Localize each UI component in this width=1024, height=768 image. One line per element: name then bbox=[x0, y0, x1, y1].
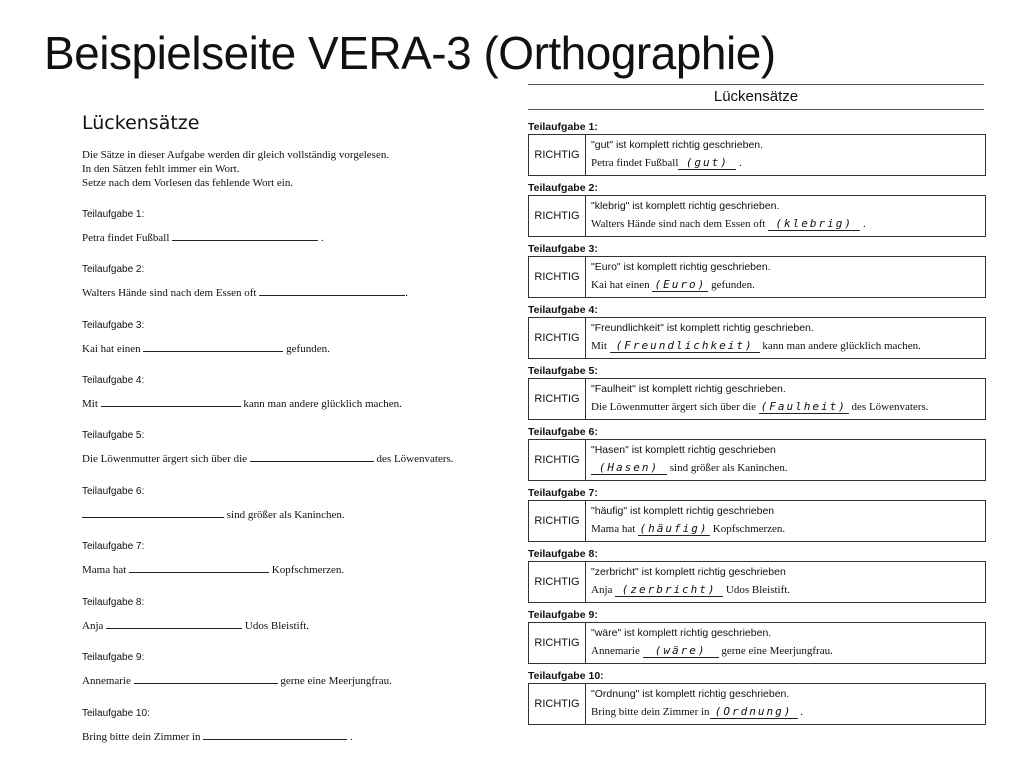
richtig-label: RICHTIG bbox=[529, 196, 586, 236]
key-task-2 bbox=[528, 182, 988, 237]
key-task-label: Teilaufgabe 2: bbox=[528, 182, 598, 194]
key-task-box bbox=[528, 439, 986, 481]
key-sentence bbox=[591, 645, 833, 658]
key-task-box bbox=[528, 195, 986, 237]
filled-answer: (häufig) bbox=[639, 522, 709, 535]
sentence-start: Kai hat einen bbox=[82, 343, 141, 355]
task-label: Teilaufgabe 10: bbox=[82, 708, 150, 719]
key-task-3 bbox=[528, 243, 988, 298]
sentence-start: Walters Hände sind nach dem Essen oft bbox=[82, 287, 257, 299]
key-task-5 bbox=[528, 365, 988, 420]
richtig-label: RICHTIG bbox=[529, 623, 586, 663]
criterion-text: "klebrig" ist komplett richtig geschrieben. bbox=[591, 200, 780, 212]
key-task-10 bbox=[528, 670, 988, 725]
key-task-label: Teilaufgabe 1: bbox=[528, 121, 598, 133]
answer-blank[interactable] bbox=[101, 396, 241, 407]
filled-answer: (Faulheit) bbox=[760, 400, 847, 413]
sentence-end: Kopfschmerzen. bbox=[710, 523, 786, 535]
filled-answer: (klebrig) bbox=[768, 218, 860, 231]
key-sentence bbox=[591, 523, 785, 536]
filled-answer: (wäre) bbox=[643, 645, 719, 658]
sentence-end: . bbox=[405, 287, 408, 299]
task-label: Teilaufgabe 4: bbox=[82, 375, 145, 386]
key-task-label: Teilaufgabe 5: bbox=[528, 365, 598, 377]
key-task-6 bbox=[528, 426, 988, 481]
filled-answer: (Ordnung) bbox=[710, 706, 798, 719]
key-sentence bbox=[591, 706, 803, 719]
answer-blank[interactable] bbox=[129, 562, 269, 573]
criterion-text: "Euro" ist komplett richtig geschrieben. bbox=[591, 261, 771, 273]
task-label: Teilaufgabe 9: bbox=[82, 652, 145, 663]
worksheet-task-6 bbox=[82, 486, 502, 521]
sentence-end: gerne eine Meerjungfrau. bbox=[718, 645, 833, 657]
key-task-8 bbox=[528, 548, 988, 603]
worksheet-task-9 bbox=[82, 652, 502, 687]
task-label: Teilaufgabe 3: bbox=[82, 320, 145, 331]
key-task-box bbox=[528, 683, 986, 725]
answer-blank[interactable] bbox=[82, 507, 224, 518]
sentence-start: Mit bbox=[591, 340, 610, 352]
sentence-end: gerne eine Meerjungfrau. bbox=[277, 675, 392, 687]
richtig-label: RICHTIG bbox=[529, 318, 586, 358]
worksheet-instructions bbox=[82, 148, 482, 190]
criterion-text: "Freundlichkeit" ist komplett richtig geschrieben. bbox=[591, 322, 814, 334]
key-task-label: Teilaufgabe 7: bbox=[528, 487, 598, 499]
sentence-end: . bbox=[318, 232, 324, 244]
instruction-line: Setze nach dem Vorlesen das fehlende Wort ein. bbox=[82, 177, 294, 189]
answer-blank[interactable] bbox=[250, 451, 374, 462]
sentence-start: Walters Hände sind nach dem Essen oft bbox=[591, 218, 769, 230]
sentence-end: Udos Bleistift. bbox=[723, 584, 791, 596]
sentence-start: Petra findet Fußball bbox=[591, 157, 679, 169]
richtig-label: RICHTIG bbox=[529, 562, 586, 602]
task-sentence bbox=[82, 230, 502, 244]
sentence-start: Bring bitte dein Zimmer in bbox=[82, 731, 201, 743]
richtig-label: RICHTIG bbox=[529, 135, 586, 175]
instruction-line: In den Sätzen fehlt immer ein Wort. bbox=[82, 163, 240, 175]
key-task-label: Teilaufgabe 3: bbox=[528, 243, 598, 255]
richtig-label: RICHTIG bbox=[529, 257, 586, 297]
sentence-start: Die Löwenmutter ärgert sich über die bbox=[591, 401, 759, 413]
sentence-start: Mama hat bbox=[591, 523, 639, 535]
key-task-box bbox=[528, 256, 986, 298]
task-label: Teilaufgabe 5: bbox=[82, 430, 145, 441]
sentence-start: Die Löwenmutter ärgert sich über die bbox=[82, 453, 248, 465]
key-sentence bbox=[591, 340, 921, 353]
task-label: Teilaufgabe 2: bbox=[82, 264, 145, 275]
worksheet-task-5 bbox=[82, 430, 502, 465]
task-label: Teilaufgabe 1: bbox=[82, 209, 145, 220]
answer-blank[interactable] bbox=[143, 341, 283, 352]
worksheet-task-8 bbox=[82, 597, 502, 632]
worksheet-task-10 bbox=[82, 708, 502, 743]
worksheet-task-2 bbox=[82, 264, 502, 299]
worksheet-heading: Lückensätze bbox=[82, 112, 200, 134]
sentence-end: . bbox=[736, 157, 742, 169]
criterion-text: "zerbricht" ist komplett richtig geschrieben bbox=[591, 566, 786, 578]
key-task-label: Teilaufgabe 8: bbox=[528, 548, 598, 560]
key-task-box bbox=[528, 378, 986, 420]
key-task-box bbox=[528, 622, 986, 664]
richtig-label: RICHTIG bbox=[529, 501, 586, 541]
sentence-start: Bring bitte dein Zimmer in bbox=[591, 706, 710, 718]
sentence-start: Petra findet Fußball bbox=[82, 232, 170, 244]
key-sentence bbox=[591, 584, 790, 597]
sentence-end: des Löwenvaters. bbox=[373, 453, 454, 465]
answer-blank[interactable] bbox=[259, 285, 405, 296]
sentence-start: Mama hat bbox=[82, 564, 127, 576]
sentence-start: Mit bbox=[82, 398, 98, 410]
sentence-end: . bbox=[860, 218, 866, 230]
filled-answer: (gut) bbox=[678, 157, 736, 170]
answer-blank[interactable] bbox=[134, 673, 278, 684]
answer-blank[interactable] bbox=[172, 230, 318, 241]
richtig-label: RICHTIG bbox=[529, 440, 586, 480]
criterion-text: "Hasen" ist komplett richtig geschrieben bbox=[591, 444, 776, 456]
key-task-box bbox=[528, 317, 986, 359]
sentence-end: sind größer als Kaninchen. bbox=[224, 509, 345, 521]
sentence-end: sind größer als Kaninchen. bbox=[667, 462, 788, 474]
sentence-start: Anja bbox=[82, 620, 104, 632]
task-sentence bbox=[82, 729, 502, 743]
sentence-end: . bbox=[347, 731, 353, 743]
task-sentence bbox=[82, 341, 502, 355]
worksheet-task-3 bbox=[82, 320, 502, 355]
filled-answer: (Euro) bbox=[652, 279, 708, 292]
sentence-end: des Löwenvaters. bbox=[848, 401, 929, 413]
criterion-text: "wäre" ist komplett richtig geschrieben. bbox=[591, 627, 772, 639]
key-task-box bbox=[528, 134, 986, 176]
key-task-1 bbox=[528, 121, 988, 176]
task-sentence bbox=[82, 562, 502, 576]
filled-answer: (Freundlichkeit) bbox=[610, 340, 760, 353]
task-sentence bbox=[82, 507, 502, 521]
criterion-text: "Faulheit" ist komplett richtig geschrieben. bbox=[591, 383, 786, 395]
key-task-4 bbox=[528, 304, 988, 359]
key-task-box bbox=[528, 500, 986, 542]
key-task-label: Teilaufgabe 9: bbox=[528, 609, 598, 621]
worksheet-panel bbox=[0, 0, 500, 768]
sentence-end: gefunden. bbox=[708, 279, 755, 291]
key-sentence bbox=[591, 218, 866, 231]
sentence-start: Kai hat einen bbox=[591, 279, 653, 291]
criterion-text: "gut" ist komplett richtig geschrieben. bbox=[591, 139, 764, 151]
key-task-label: Teilaufgabe 6: bbox=[528, 426, 598, 438]
filled-answer: (zerbricht) bbox=[615, 584, 723, 597]
sentence-end: kann man andere glücklich machen. bbox=[240, 398, 402, 410]
key-sentence bbox=[591, 462, 788, 475]
criterion-text: "Ordnung" ist komplett richtig geschrieben. bbox=[591, 688, 790, 700]
key-sentence bbox=[591, 279, 755, 292]
key-task-label: Teilaufgabe 10: bbox=[528, 670, 604, 682]
worksheet-task-7 bbox=[82, 541, 502, 576]
richtig-label: RICHTIG bbox=[529, 684, 586, 724]
task-label: Teilaufgabe 8: bbox=[82, 597, 145, 608]
task-sentence bbox=[82, 673, 502, 687]
sentence-start: Anja bbox=[591, 584, 616, 596]
page-title: Beispielseite VERA-3 (Orthographie) bbox=[44, 27, 776, 79]
key-task-9 bbox=[528, 609, 988, 664]
answer-blank[interactable] bbox=[203, 729, 347, 740]
task-label: Teilaufgabe 7: bbox=[82, 541, 145, 552]
answer-key-heading: Lückensätze bbox=[528, 84, 984, 110]
filled-answer: (Hasen) bbox=[591, 462, 667, 475]
key-sentence bbox=[591, 157, 742, 170]
task-sentence bbox=[82, 285, 502, 299]
key-task-7 bbox=[528, 487, 988, 542]
sentence-end: kann man andere glücklich machen. bbox=[759, 340, 921, 352]
sentence-end: Kopfschmerzen. bbox=[269, 564, 345, 576]
answer-blank[interactable] bbox=[106, 618, 242, 629]
sentence-end: gefunden. bbox=[283, 343, 330, 355]
worksheet-task-4 bbox=[82, 375, 502, 410]
task-sentence bbox=[82, 396, 502, 410]
sentence-end: Udos Bleistift. bbox=[242, 620, 310, 632]
sentence-start: Annemarie bbox=[82, 675, 131, 687]
sentence-start: Annemarie bbox=[591, 645, 643, 657]
task-label: Teilaufgabe 6: bbox=[82, 486, 145, 497]
key-task-label: Teilaufgabe 4: bbox=[528, 304, 598, 316]
sentence-end: . bbox=[797, 706, 804, 718]
key-sentence bbox=[591, 401, 929, 414]
worksheet-task-1 bbox=[82, 209, 502, 244]
key-task-box bbox=[528, 561, 986, 603]
task-sentence bbox=[82, 618, 502, 632]
criterion-text: "häufig" ist komplett richtig geschrieben bbox=[591, 505, 775, 517]
task-sentence bbox=[82, 451, 502, 465]
richtig-label: RICHTIG bbox=[529, 379, 586, 419]
instruction-line: Die Sätze in dieser Aufgabe werden dir gleich vollständig vorgelesen. bbox=[82, 149, 390, 161]
